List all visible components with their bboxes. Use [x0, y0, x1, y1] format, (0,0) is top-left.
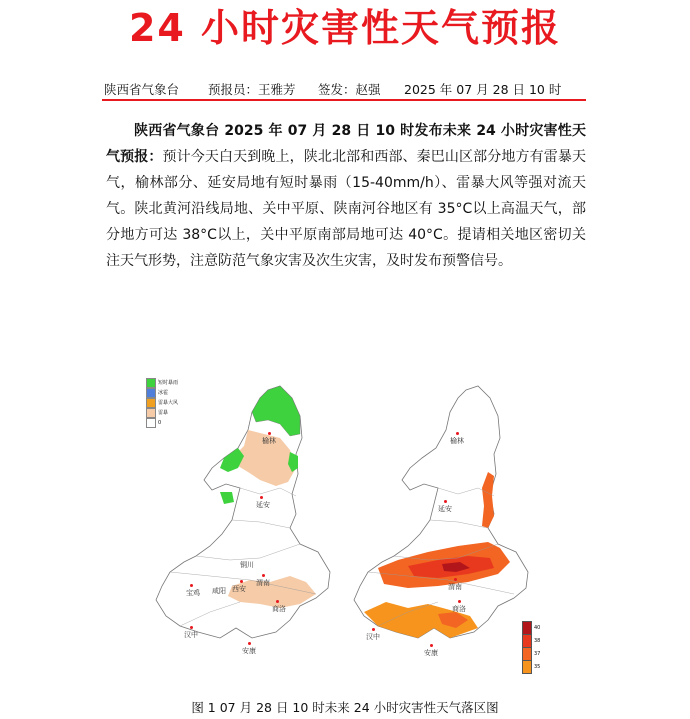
- figure-caption: 图 1 07 月 28 日 10 时未来 24 小时灾害性天气落区图: [191, 700, 499, 715]
- city-label-tongchuan: 铜川: [240, 561, 254, 569]
- city-label-hanzhong: 汉中: [184, 631, 198, 639]
- legend-swatch: [146, 398, 156, 408]
- right-map-legend: [522, 621, 540, 673]
- city-label-weinan-right: 渭南: [448, 583, 462, 591]
- left-map: [156, 386, 330, 638]
- left-map-legend: [146, 378, 178, 428]
- left-rainstorm-sw: [220, 492, 234, 504]
- city-label-hanzhong-right: 汉中: [366, 633, 380, 641]
- legend-item: [522, 647, 540, 660]
- legend-item: [522, 634, 540, 647]
- legend-swatch: [522, 634, 532, 648]
- city-marker: [372, 628, 375, 631]
- legend-label: 40: [534, 624, 541, 631]
- legend-swatch: [522, 660, 532, 674]
- city-marker: [190, 626, 193, 629]
- city-marker: [444, 500, 447, 503]
- legend-label: 雷暴: [158, 410, 169, 416]
- city-marker: [262, 574, 265, 577]
- forecast-paragraph: [106, 118, 586, 274]
- issue-datetime: 2025 年 07 月 28 日 10 时: [404, 82, 562, 97]
- legend-item: [522, 660, 540, 673]
- document-meta: [104, 80, 586, 98]
- legend-item: [146, 418, 178, 428]
- legend-item: [522, 621, 540, 634]
- city-label-shangluo: 商洛: [272, 605, 286, 613]
- legend-label: 冰雹: [158, 390, 169, 396]
- title-divider: [102, 99, 586, 101]
- city-marker: [248, 642, 251, 645]
- city-label-yanan-right: 延安: [438, 505, 452, 513]
- city-label-xian: 西安: [232, 585, 246, 593]
- legend-item: [146, 398, 178, 408]
- city-label-yulin: 榆林: [262, 437, 276, 445]
- city-label-ankang: 安康: [242, 647, 256, 655]
- city-marker: [458, 600, 461, 603]
- city-marker: [430, 644, 433, 647]
- legend-label: 37: [534, 650, 541, 657]
- legend-label: 短时暴雨: [158, 380, 179, 386]
- city-marker: [268, 432, 271, 435]
- city-label-yanan: 延安: [256, 501, 270, 509]
- legend-swatch: [146, 408, 156, 418]
- city-marker: [260, 496, 263, 499]
- legend-label: 0: [158, 420, 162, 426]
- city-marker: [456, 432, 459, 435]
- city-label-shangluo-right: 商洛: [452, 605, 466, 613]
- legend-label: 雷暴大风: [158, 400, 179, 406]
- city-label-xianyang: 咸阳: [212, 587, 226, 595]
- issuer-name: 签发：赵强: [318, 82, 381, 97]
- city-label-yulin-right: 榆林: [450, 437, 464, 445]
- forecast-body: 预计今天白天到晚上，陕北北部和西部、秦巴山区部分地方有雷暴天气，榆林部分、延安局地有短时暴雨（15-40mm/h）、雷暴大风等强对流天气。陕北黄河沿线局地、关中平原、陕南河谷地区有 35°C以上高温天气，部分地方可达 38°C以上，关中平原南部局地可达 40°C。提请相关地区密切关注天气形势，注意防范气象灾害及次生灾害，及时发布预警信号。: [106, 149, 587, 269]
- city-label-weinan: 渭南: [256, 579, 270, 587]
- city-marker: [276, 600, 279, 603]
- legend-swatch: [146, 418, 156, 428]
- forecaster-name: 预报员：王雅芳: [208, 82, 296, 97]
- forecast-maps: [140, 376, 550, 676]
- city-marker: [240, 580, 243, 583]
- legend-swatch: [522, 647, 532, 661]
- legend-item: [146, 408, 178, 418]
- legend-swatch: [146, 388, 156, 398]
- city-label-ankang-right: 安康: [424, 649, 438, 657]
- city-label-baoji: 宝鸡: [186, 589, 200, 597]
- forecast-lead: 陕西省气象台 2025 年 07 月 28 日 10 时发布未来 24 小时灾害性天气预报：: [106, 123, 586, 165]
- document-title: 24 小时灾害性天气预报: [128, 6, 562, 50]
- city-marker: [454, 578, 457, 581]
- legend-label: 35: [534, 663, 541, 670]
- legend-item: [146, 388, 178, 398]
- city-marker: [190, 584, 193, 587]
- legend-swatch: [146, 378, 156, 388]
- legend-label: 38: [534, 637, 541, 644]
- agency-name: 陕西省气象台: [104, 82, 180, 97]
- legend-item: [146, 378, 178, 388]
- legend-swatch: [522, 621, 532, 635]
